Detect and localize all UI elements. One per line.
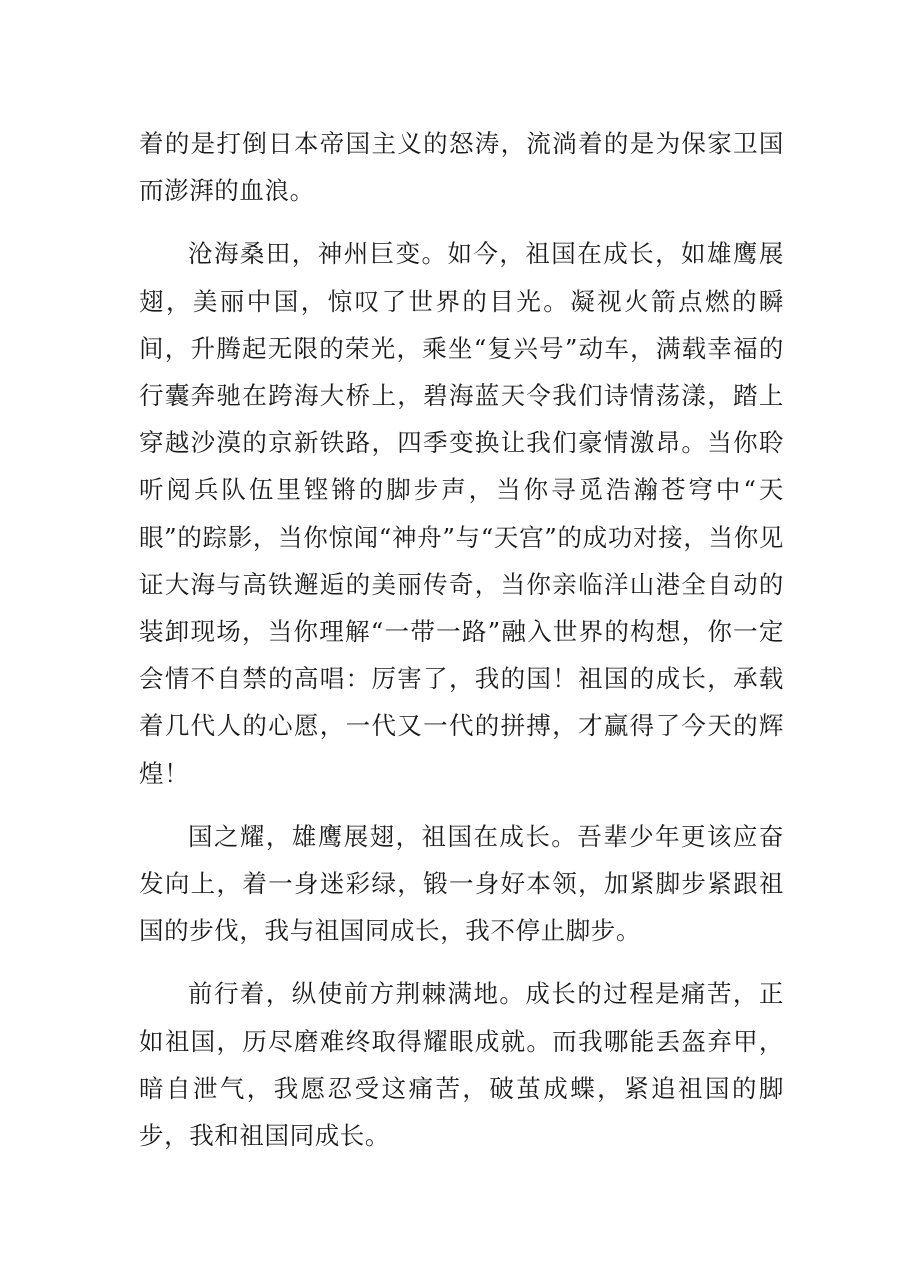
paragraph-3: 国之耀，雄鹰展翅，祖国在成长。吾辈少年更该应奋发向上，着一身迷彩绿，锻一身好本领，加紧脚步紧跟祖国的步伐，我与祖国同成长，我不停止脚步。	[139, 821, 784, 946]
paragraph-2: 沧海桑田，神州巨变。如今，祖国在成长，如雄鹰展翅，美丽中国，惊叹了世界的目光。凝视火箭点燃的瞬间，升腾起无限的荣光，乘坐“复兴号”动车，满载幸福的行囊奔驰在跨海大桥上，碧海蓝天令我们诗情荡漾，踏上穿越沙漠的京新铁路，四季变换让我们豪情激昂。当你聆听阅兵队伍里铿锵的脚步声，当你寻觅浩瀚苍穹中“天眼”的踪影，当你惊闻“神舟”与“天宫”的成功对接，当你见证大海与高铁邂逅的美丽传奇，当你亲临洋山港全自动的装卸现场，当你理解“一带一路”融入世界的构想，你一定会情不自禁的高唱：厉害了，我的国！祖国的成长，承载着几代人的心愿，一代又一代的拼搏，才赢得了今天的辉煌！	[139, 239, 784, 788]
paragraph-4: 前行着，纵使前方荆棘满地。成长的过程是痛苦，正如祖国，历尽磨难终取得耀眼成就。而我哪能丢盔弃甲，暗自泄气，我愿忍受这痛苦，破茧成蝶，紧追祖国的脚步，我和祖国同成长。	[139, 979, 784, 1151]
document-body	[139, 120, 784, 1175]
paragraph-1: 着的是打倒日本帝国主义的怒涛，流淌着的是为保家卫国而澎湃的血浪。	[139, 129, 784, 206]
